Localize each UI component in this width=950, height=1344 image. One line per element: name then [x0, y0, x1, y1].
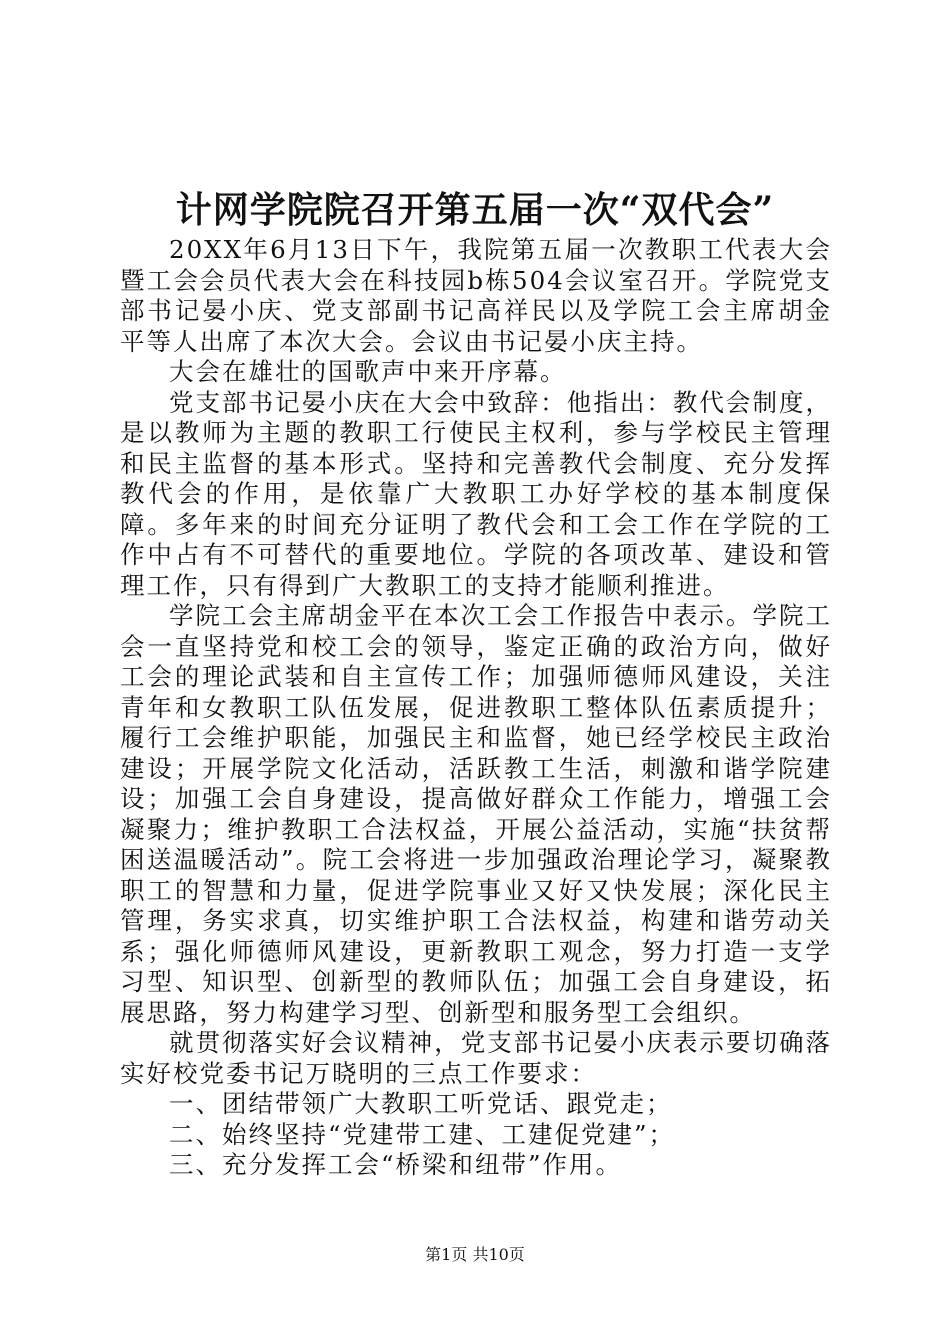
paragraph-secretary-speech: 党支部书记晏小庆在大会中致辞：他指出：教代会制度，是以教师为主题的教职工行使民主权利，参与学校民主管理和民主监督的基本形式。坚持和完善教代会制度、充分发挥教代会的作用，是依靠广大教职工办好学校的基本制度保障。多年来的时间充分证明了教代会和工会工作在学院的工作中占有不可替代的重要地位。学院的各项改革、建设和管理工作，只有得到广大教职工的支持才能顺利推进。	[120, 387, 832, 600]
paragraph-implementation: 就贯彻落实好会议精神，党支部书记晏小庆表示要切确落实好校党委书记万晓明的三点工作要求：	[120, 1028, 832, 1088]
requirement-item-3: 三、充分发挥工会“桥梁和纽带”作用。	[169, 1150, 623, 1179]
paragraph-meeting-intro: 20XX年6月13日下午，我院第五届一次教职工代表大会暨工会会员代表大会在科技园b栋504会议室召开。学院党支部书记晏小庆、党支部副书记高祥民以及学院工会主席胡金平等人出席了本次大会。会议由书记晏小庆主持。	[120, 235, 832, 356]
document-body	[120, 235, 832, 1181]
paragraph-union-report: 学院工会主席胡金平在本次工会工作报告中表示。学院工会一直坚持党和校工会的领导，鉴定正确的政治方向，做好工会的理论武装和自主宣传工作；加强师德师风建设，关注青年和女教职工队伍发展，促进教职工整体队伍素质提升；履行工会维护职能，加强民主和监督，她已经学校民主政治建设；开展学院文化活动，活跃教工生活，刺激和谐学院建设；加强工会自身建设，提高做好群众工作能力，增强工会凝聚力；维护教职工合法权益，开展公益活动，实施“扶贫帮困送温暖活动”。院工会将进一步加强政治理论学习，凝聚教职工的智慧和力量，促进学院事业又好又快发展；深化民主管理，务实求真，切实维护职工合法权益，构建和谐劳动关系；强化师德师风建设，更新教职工观念，努力打造一支学习型、知识型、创新型的教师队伍；加强工会自身建设，拓展思路，努力构建学习型、创新型和服务型工会组织。	[120, 601, 832, 1027]
requirement-item-1: 一、团结带领广大教职工听党话、跟党走；	[169, 1089, 673, 1118]
paragraph-opening: 大会在雄壮的国歌声中来开序幕。	[169, 357, 567, 386]
document-title: 计网学院院召开第五届一次“双代会”	[175, 189, 775, 231]
page-number-footer: 第1页 共10页	[425, 1245, 525, 1264]
requirement-item-2: 二、始终坚持“党建带工建、工建促党建”；	[169, 1119, 676, 1149]
